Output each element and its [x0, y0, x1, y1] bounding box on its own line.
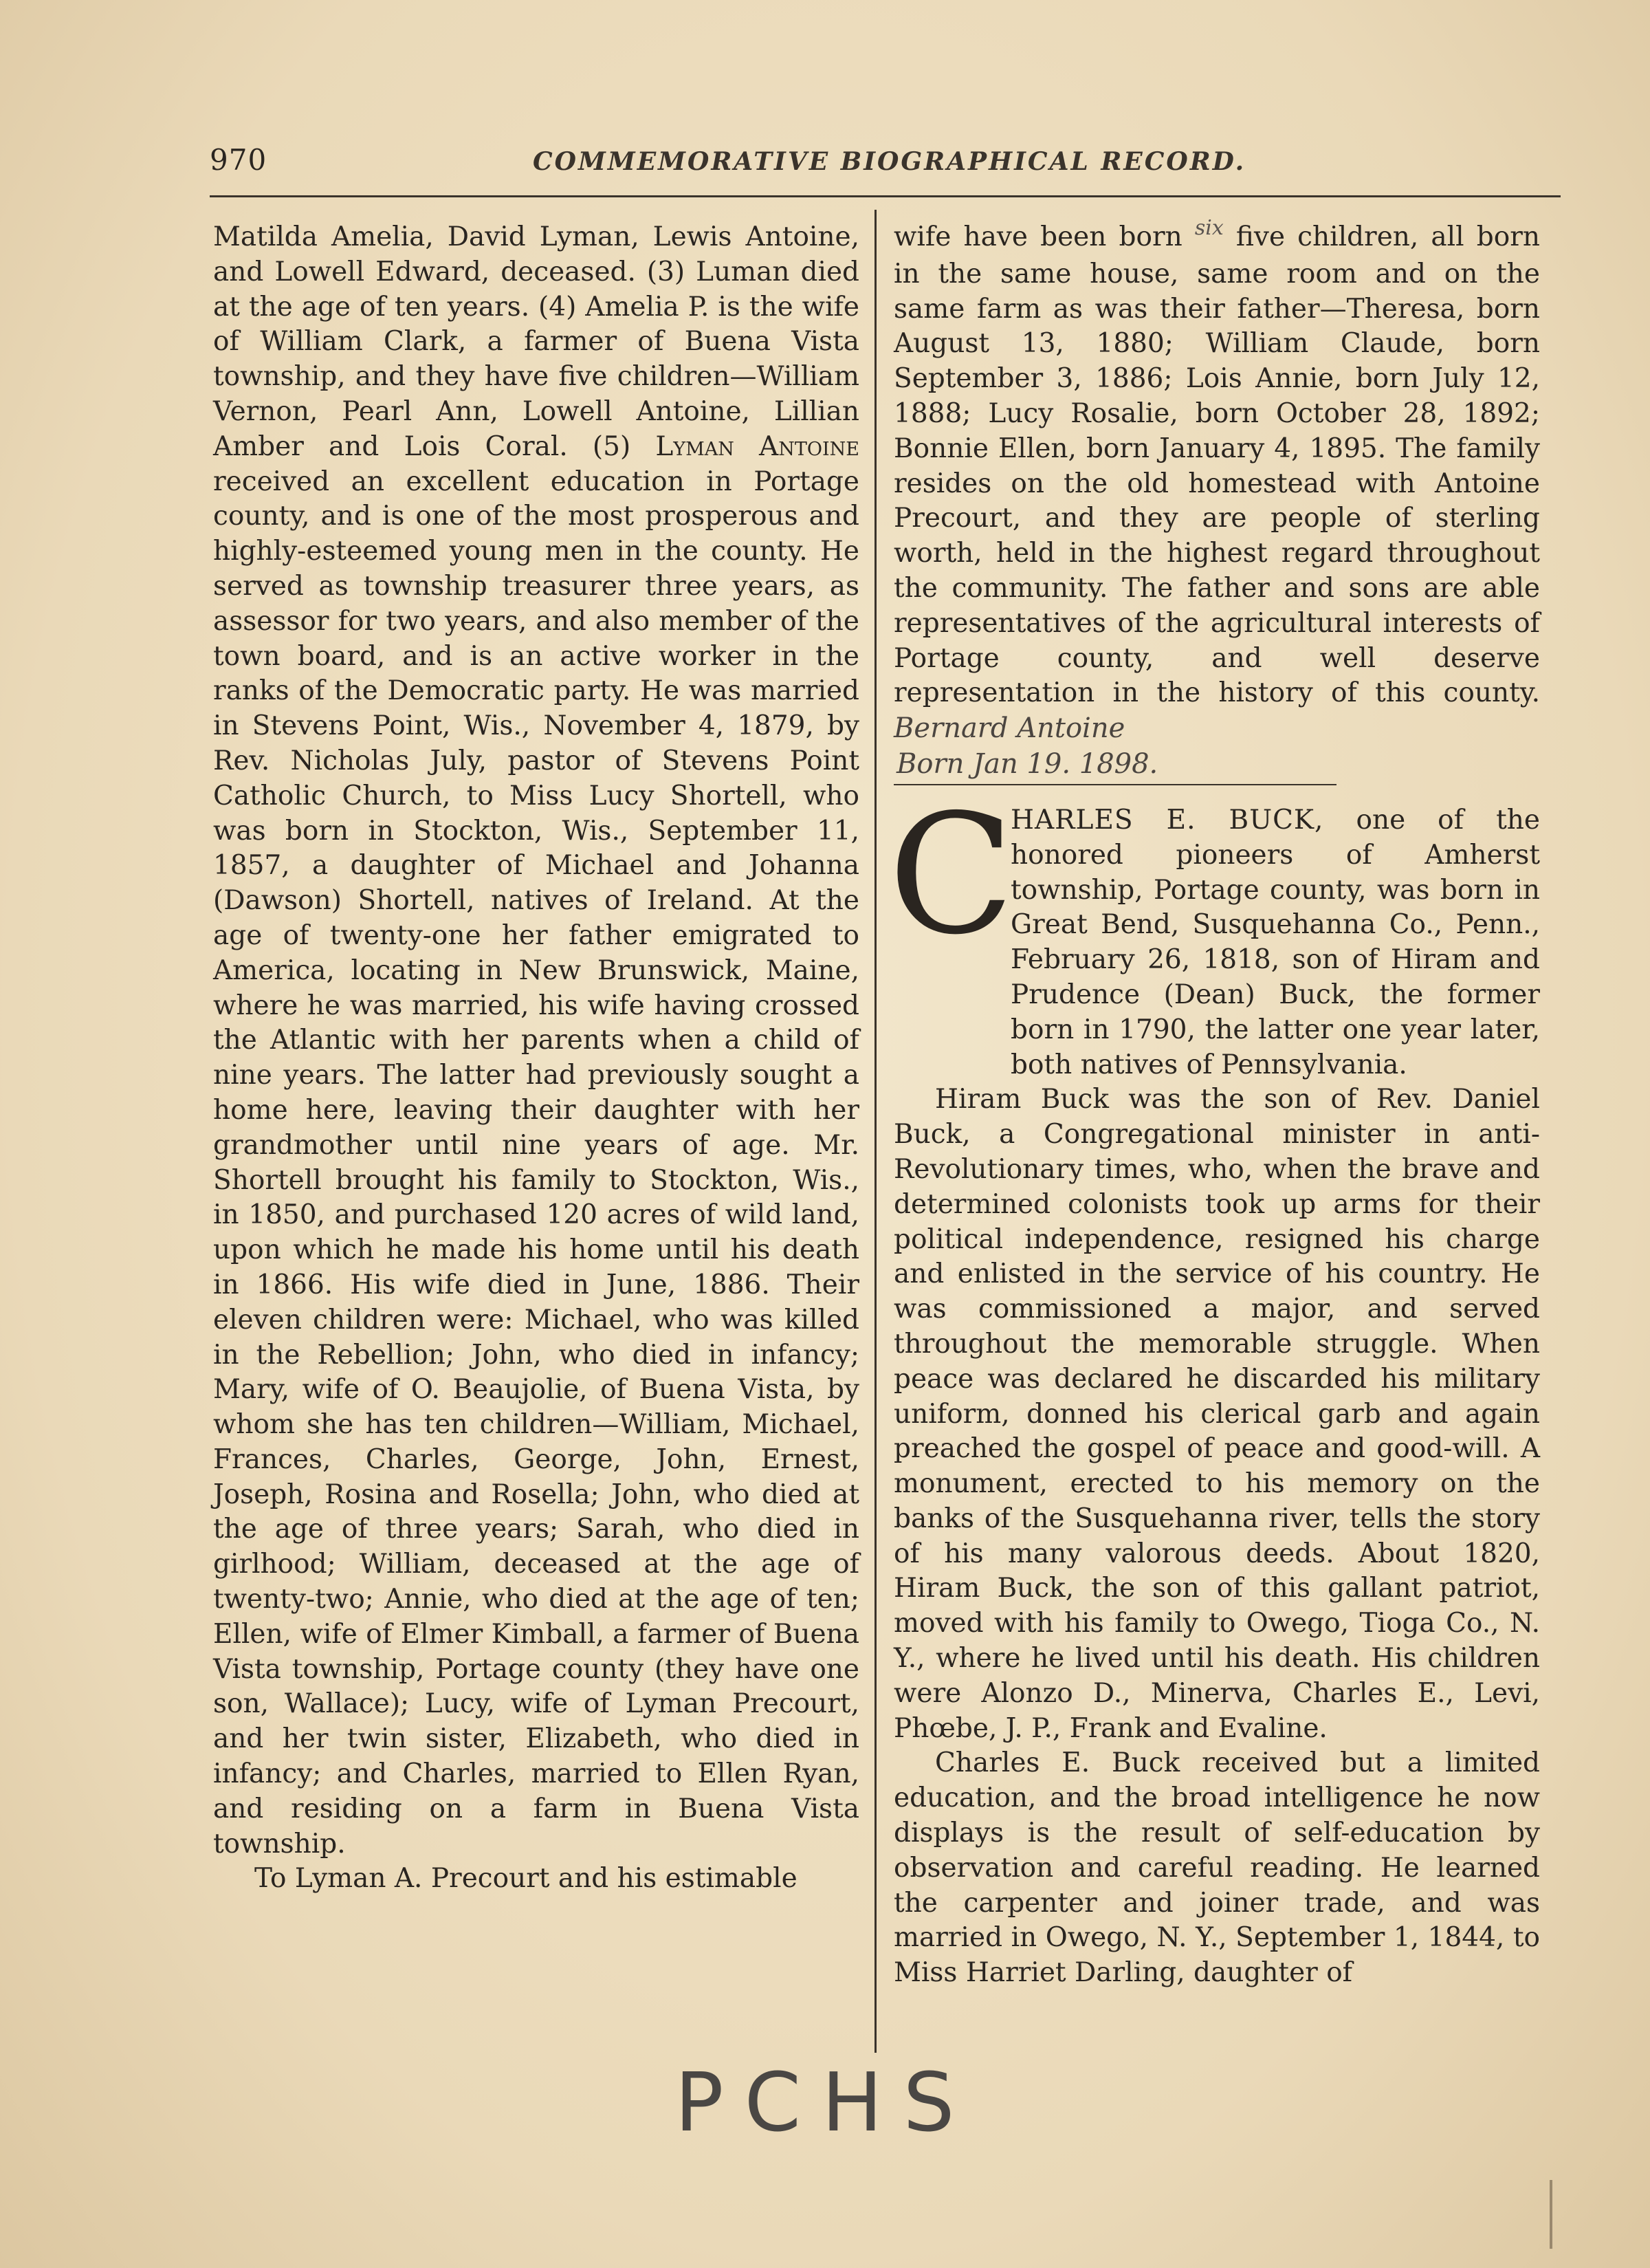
right-column: [888, 216, 1541, 1991]
page-header: [210, 143, 1246, 184]
left-paragraph-2: To Lyman A. Precourt and his estimable: [254, 1863, 798, 1895]
handwritten-correction: six: [1194, 216, 1224, 240]
handwritten-name: Bernard Antoine: [894, 712, 1125, 745]
pchs-watermark: PCHS: [674, 2055, 976, 2150]
left-paragraph-1-text-a: Matilda Amelia, David Lyman, Lewis Antoine, and Lowell Edward, deceased. (3) Luman died at the age of ten years. (4) Amelia P. is the wife of William Clark, a farmer of Buena Vista township, and they have five children—William Vernon, Pearl Ann, Lowell Antoine, Lillian Amber and Lois Coral. (5): [213, 221, 859, 462]
buck-lead-paragraph: [1011, 803, 1540, 1082]
buck-lead-text: one of the honored pioneers of Amherst township, Portage county, was born in Great Bend, Susquehanna Co., Penn., February 26, 1818, son of Hiram and Prudence (Dean) Buck, the former born in 1790, the latter one year later, both natives of Pennsylvania.: [1011, 804, 1541, 1080]
page-edge-mark: [1550, 2180, 1552, 2249]
left-paragraph-1-text-b: received an excellent education in Portage county, and is one of the most prosperous and highly-esteemed young men in the county. He served as township treasurer three years, as assessor for two years, and also member of the town board, and is an active worker in the ranks of the Democratic party. He was married in Stevens Point, Wis., November 4, 1879, by Rev. Nicholas July, pastor of Stevens Point Catholic Church, to Miss Lucy Shortell, who was born in Stockton, Wis., September 11, 1857, a daughter of Michael and Johanna (Dawson) Shortell, natives of Ireland. At the age of twenty-one her father emigrated to America, locating in New Brunswick, Maine, where he was married, his wife having crossed the Atlantic with her parents when a child of nine years. The latter had previously sought a home here, leaving their daughter with her grandmother until nine years of age. Mr. Shortell brought his family to Stockton, Wis., in 1850, and purchased 120 acres of wild land, upon which he made his home until his death in 1866. His wife died in June, 1886. Their eleven children were: Michael, who was killed in the Rebellion; John, who died in infancy; Mary, wife of O. Beaujolie, of Buena Vista, by whom she has ten children—William, Michael, Frances, Charles, George, John, Ernest, Joseph, Rosina and Rosella; John, who died at the age of three years; Sarah, who died in girlhood; William, deceased at the age of twenty-two; Annie, who died at the age of ten; Ellen, wife of Elmer Kimball, a farmer of Buena Vista township, Portage county (they have one son, Wallace); Lucy, wife of Lyman Precourt, and her twin sister, Elizabeth, who died in infancy; and Charles, married to Ellen Ryan, and residing on a farm in Buena Vista township.: [213, 466, 859, 1860]
lyman-antoine-name: Lyman Antoine: [655, 430, 859, 462]
buck-article-opening: [888, 778, 1541, 1082]
header-rule: [210, 195, 1561, 197]
page-number: 970: [210, 143, 267, 177]
drop-cap: C: [888, 778, 1015, 971]
left-column: [213, 220, 859, 1897]
right-paragraph-hiram: Hiram Buck was the son of Rev. Daniel Buck, a Congregational minister in anti-Revolutionary times, who, when the brave and determined colonists took up arms for their political independence, resigned his charge and enlisted in the service of his country. He was commissioned a major, and served throughout the memorable struggle. When peace was declared he discarded his military uniform, donned his clerical garb and again preached the gospel of peace and good-will. A monument, erected to his memory on the banks of the Susquehanna river, tells the story of his many valorous deeds. About 1820, Hiram Buck, the son of this gallant patriot, moved with his family to Owego, Tioga Co., N. Y., where he lived until his death. His children were Alonzo D., Minerva, Charles E., Levi, Phœbe, J. P., Frank and Evaline.: [894, 1084, 1540, 1744]
column-divider: [874, 210, 877, 2053]
buck-lead-name: HARLES E. BUCK,: [1011, 804, 1324, 836]
right-paragraph-1-text-b: five children, all born in the same house, same room and on the same farm as was their father—Theresa, born August 13, 1880; William Claude, born September 3, 1886; Lois Annie, born July 12, 1888; Lucy Rosalie, born October 28, 1892; Bonnie Ellen, born January 4, 1895. The family resides on the old homestead with Antoine Precourt, and they are people of sterling worth, held in the highest regard throughout the community. The father and sons are able representatives of the agricultural interests of Portage county, and well deserve representation in the history of this county.: [894, 221, 1540, 709]
running-title: COMMEMORATIVE BIOGRAPHICAL RECORD.: [533, 147, 1246, 176]
right-paragraph-1: [894, 216, 1540, 747]
handwritten-birth-note: Born Jan 19. 1898.: [894, 747, 1336, 785]
right-paragraph-1-text-a: wife have been born: [894, 221, 1182, 252]
left-paragraph-1: [213, 220, 859, 1862]
right-paragraph-charles: Charles E. Buck received but a limited education, and the broad intelligence he now displays is the result of self-education by observation and careful reading. He learned the carpenter and joiner trade, and was married in Owego, N. Y., September 1, 1844, to Miss Harriet Darling, daughter of: [894, 1747, 1540, 1989]
